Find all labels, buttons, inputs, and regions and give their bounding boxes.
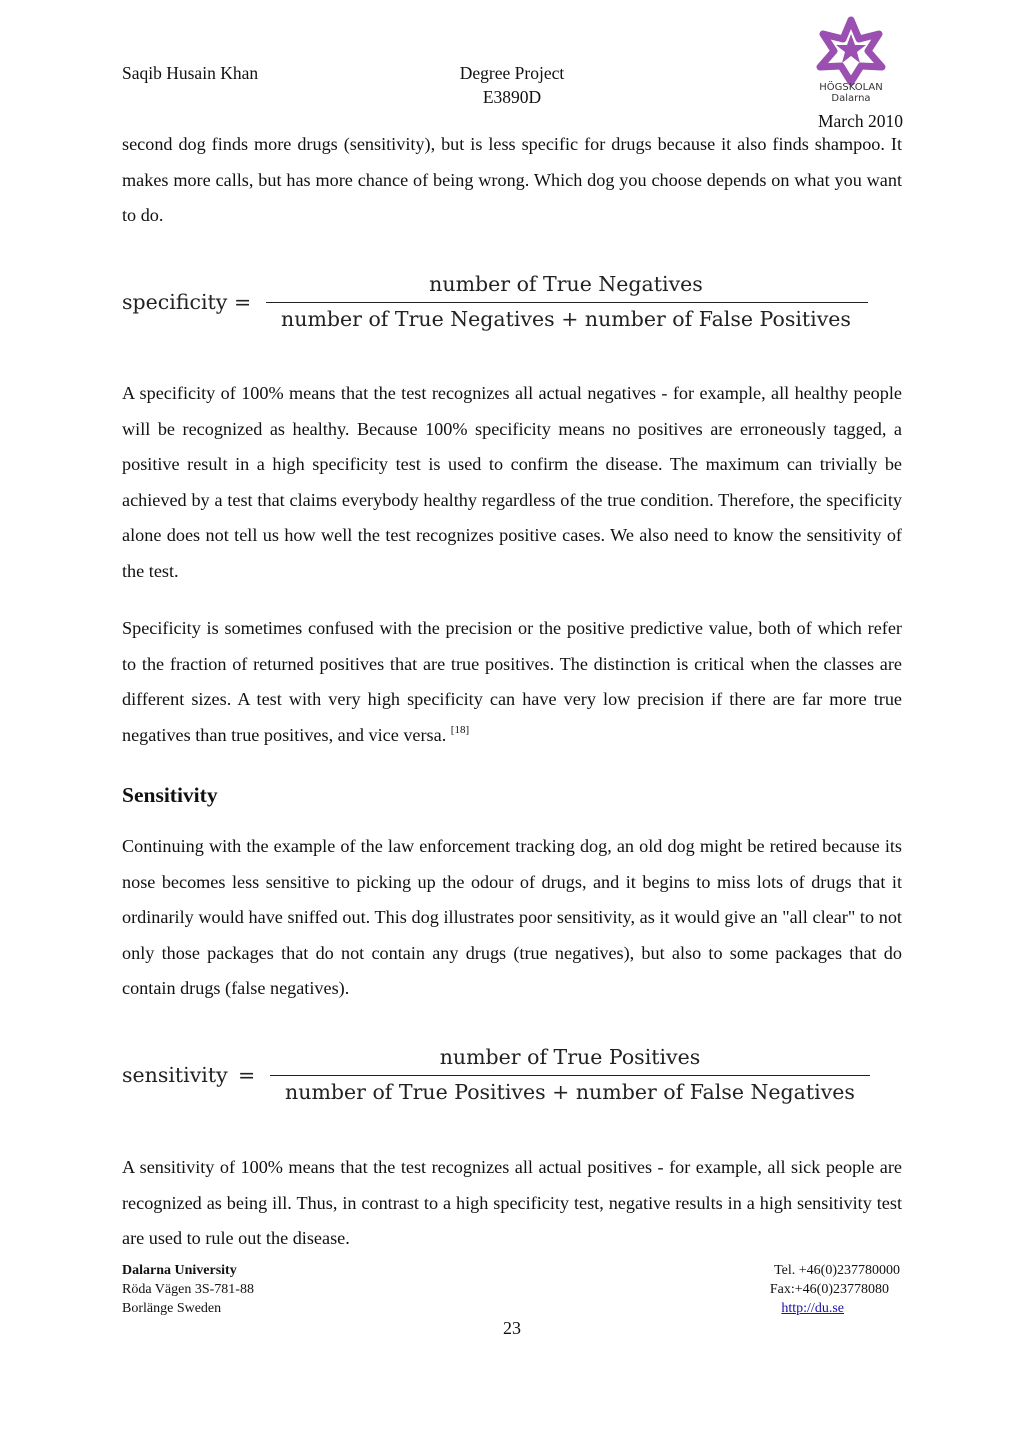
paragraph-specificity-confusion — [122, 611, 902, 753]
page-number: 23 — [503, 1318, 521, 1338]
formula-denominator: number of True Positives + number of False Negatives — [285, 1080, 855, 1104]
citation-reference[interactable]: [18] — [450, 723, 470, 736]
footer-street: Röda Vägen 3S-781-88 — [122, 1282, 254, 1297]
footer-website-link[interactable]: http://du.se — [781, 1301, 844, 1316]
paragraph-text: Specificity is sometimes confused with the precision or the positive predictive value, both of which refer to the fraction of returned positives that are true positives. The distinction is critical when the classes are different sizes. A test with very high specificity can have very low precision if there are far more true negatives than true positives, and vice versa. — [122, 618, 902, 745]
logo-text-line1: HÖGSKOLAN — [819, 82, 883, 93]
formula-denominator: number of True Negatives + number of False Positives — [281, 307, 851, 331]
header-project-title: Degree Project — [459, 63, 565, 83]
fraction-bar — [270, 1075, 870, 1076]
formula-lhs: specificity — [122, 290, 228, 314]
star-flower-icon — [806, 14, 896, 86]
paragraph-specificity-meaning: A specificity of 100% means that the test recognizes all actual negatives - for example, all healthy people will be recognized as healthy. Because 100% specificity means no positives are erroneously tagged, a positive result in a high specificity test is used to confirm the disease. The maximum can trivially be achieved by a test that claims everybody healthy regardless of the true condition. Therefore, the specificity alone does not tell us how well the test recognizes positive cases. We also need to know the sensitivity of the test. — [122, 383, 902, 581]
footer-institution: Dalarna University — [122, 1263, 237, 1278]
formula-equals: = — [238, 1063, 256, 1087]
formula-numerator: number of True Negatives — [429, 272, 703, 296]
sensitivity-formula — [122, 1043, 882, 1113]
header-date: March 2010 — [817, 111, 903, 131]
formula-numerator: number of True Positives — [439, 1045, 701, 1069]
formula-equals: = — [234, 290, 252, 314]
footer-fax: Fax:+46(0)23778080 — [769, 1282, 889, 1297]
fraction-bar — [266, 302, 868, 303]
formula-lhs: sensitivity — [122, 1063, 228, 1087]
header-author: Saqib Husain Khan — [122, 63, 259, 83]
logo-text-line2: Dalarna — [831, 93, 871, 104]
paragraph-sensitivity-meaning: A sensitivity of 100% means that the test recognizes all actual positives - for example, all sick people are recognized as being ill. Thus, in contrast to a high specificity test, negative results in a high sensitivity test are used to rule out the disease. — [122, 1157, 902, 1249]
footer-tel: Tel. +46(0)237780000 — [774, 1263, 900, 1278]
paragraph-intro: second dog finds more drugs (sensitivity), but is less specific for drugs because it also finds shampoo. It makes more calls, but has more chance of being wrong. Which dog you choose depends on what you want to do. — [122, 134, 902, 226]
footer-city: Borlänge Sweden — [122, 1301, 222, 1316]
section-heading-sensitivity: Sensitivity — [122, 783, 218, 807]
university-logo — [806, 14, 896, 110]
paragraph-sensitivity-example: Continuing with the example of the law enforcement tracking dog, an old dog might be retired because its nose becomes less sensitive to picking up the odour of drugs, and it begins to miss lots of drugs that it ordinarily would have sniffed out. This dog illustrates poor sensitivity, as it would give an "all clear" to not only those packages that do not contain any drugs (true negatives), but also to some packages that do contain drugs (false negatives). — [122, 836, 902, 999]
specificity-formula — [122, 270, 882, 340]
header-project-code: E3890D — [482, 87, 542, 107]
